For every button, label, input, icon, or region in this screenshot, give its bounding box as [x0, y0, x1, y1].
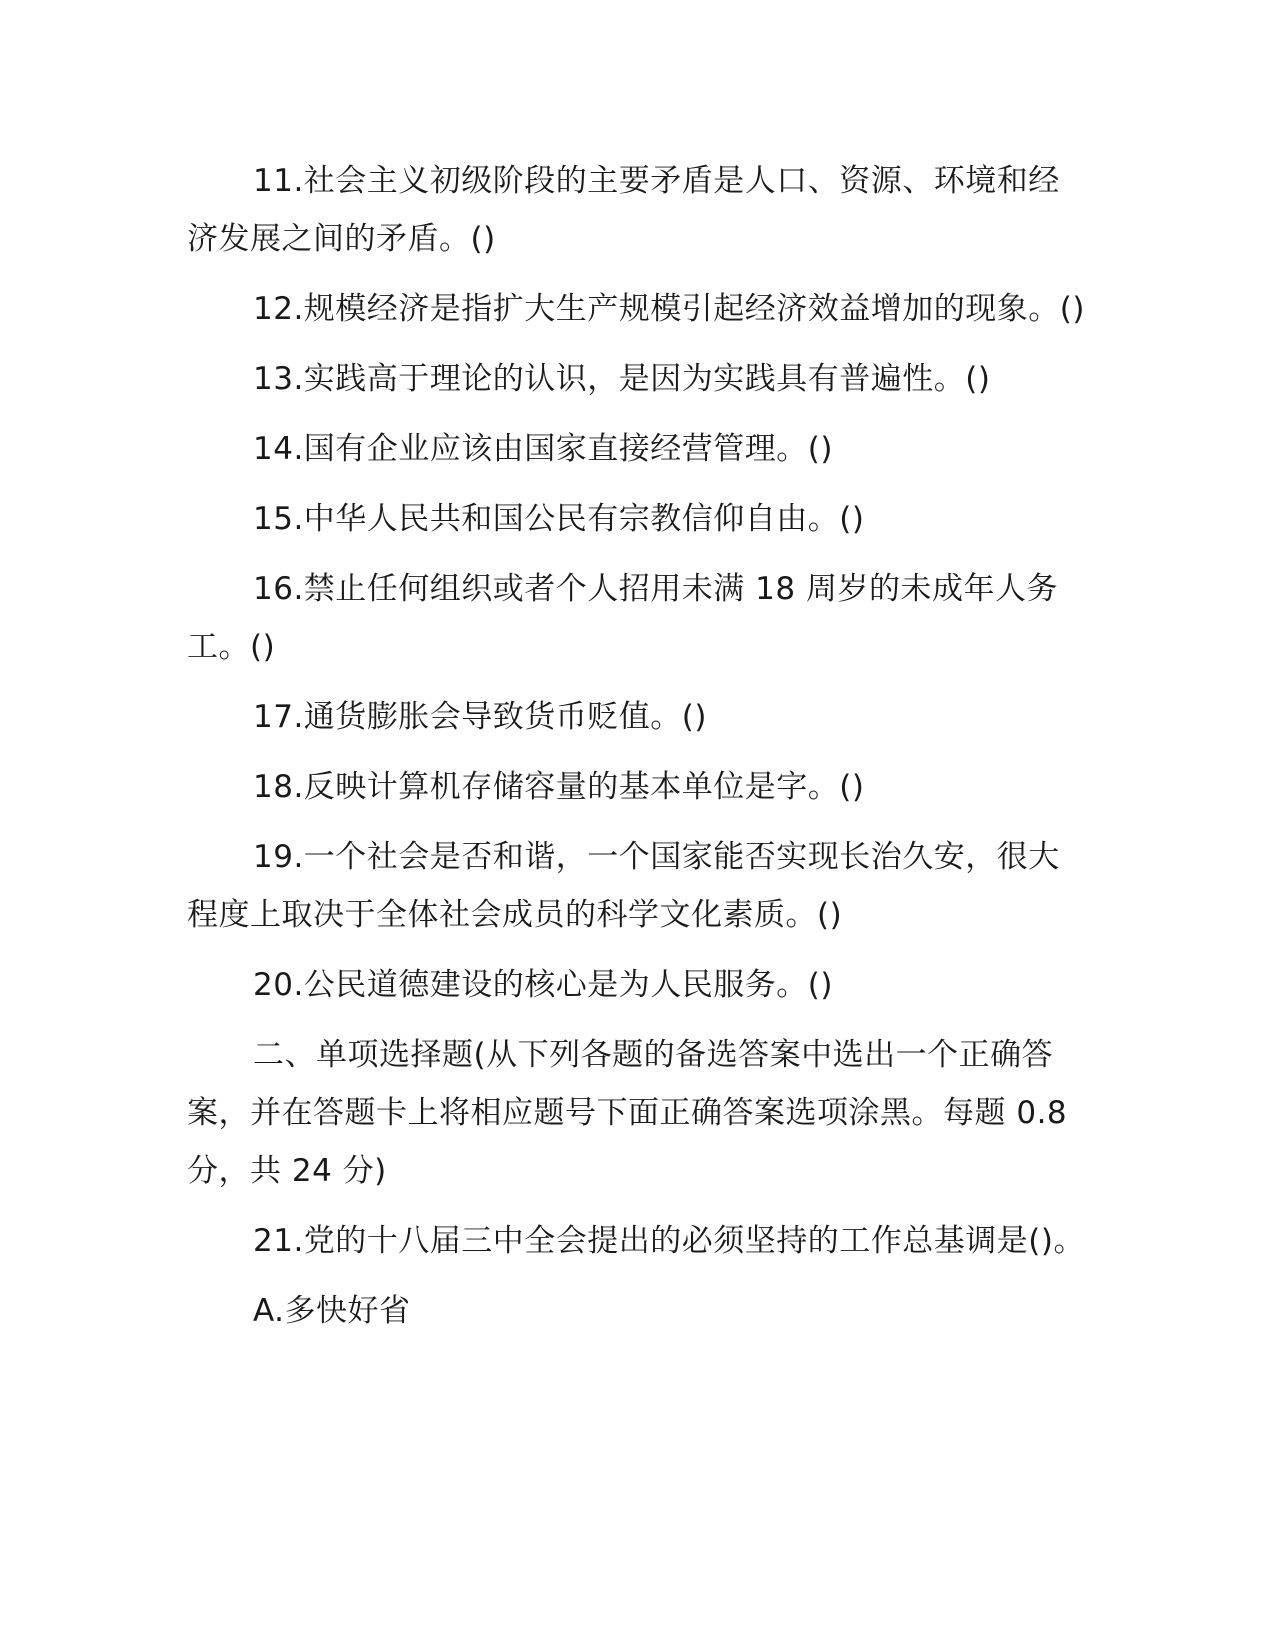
question-21: 21.党的十八届三中全会提出的必须坚持的工作总基调是()。 — [253, 1223, 1085, 1259]
question-16: 16.禁止任何组织或者个人招用未满 18 周岁的未成年人务工。() — [187, 571, 1058, 665]
document-body — [187, 152, 1087, 1340]
question-12: 12.规模经济是指扩大生产规模引起经济效益增加的现象。() — [253, 291, 1085, 327]
question-18: 18.反映计算机存储容量的基本单位是字。() — [253, 769, 865, 805]
question-15: 15.中华人民共和国公民有宗教信仰自由。() — [253, 501, 865, 537]
option-a: A.多快好省 — [253, 1293, 411, 1329]
question-13: 13.实践高于理论的认识，是因为实践具有普遍性。() — [253, 361, 991, 397]
question-17: 17.通货膨胀会导致货币贬值。() — [253, 699, 707, 735]
question-14: 14.国有企业应该由国家直接经营管理。() — [253, 431, 833, 467]
question-19: 19.一个社会是否和谐，一个国家能否实现长治久安，很大程度上取决于全体社会成员的科学文化素质。() — [187, 839, 1060, 933]
question-20: 20.公民道德建设的核心是为人民服务。() — [253, 967, 833, 1003]
section-heading-single-choice: 二、单项选择题(从下列各题的备选答案中选出一个正确答案，并在答题卡上将相应题号下面正确答案选项涂黑。每题 0.8 分，共 24 分) — [187, 1037, 1068, 1189]
question-11: 11.社会主义初级阶段的主要矛盾是人口、资源、环境和经济发展之间的矛盾。() — [187, 163, 1060, 257]
